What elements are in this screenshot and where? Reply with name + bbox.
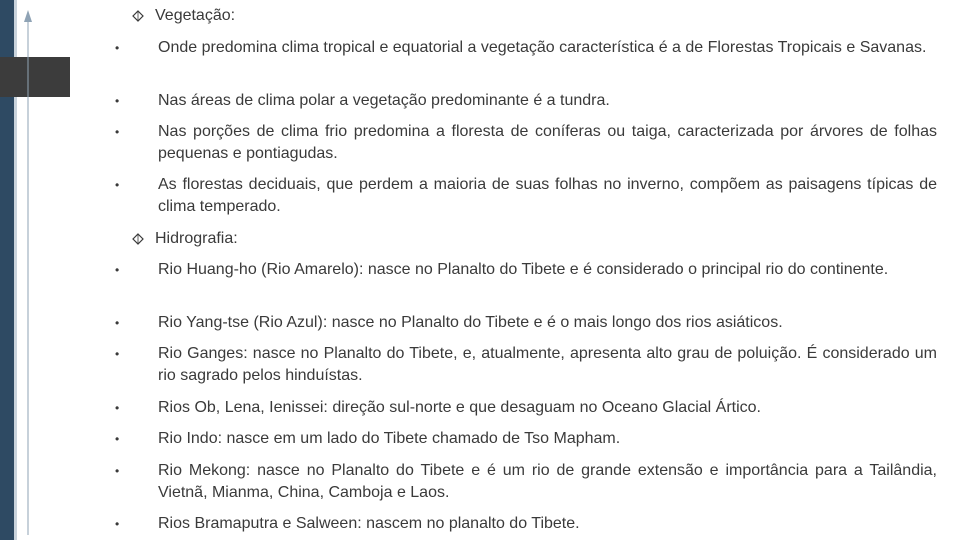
list-item-text: As florestas deciduais, que perdem a maioria de suas folhas no inverno, compõem as paisagens típicas de clima temperado.: [158, 176, 937, 215]
arrow-line-decoration: [22, 10, 34, 535]
bullet-dot: •: [115, 316, 120, 330]
diamond-bullet-icon: [132, 233, 144, 245]
list-item: [110, 343, 937, 387]
bullet-dot: •: [115, 432, 120, 446]
bullet-dot: •: [115, 517, 120, 531]
bullet-dot: •: [115, 94, 120, 108]
bullet-dot: •: [115, 125, 120, 139]
list-item: [110, 428, 937, 450]
section-heading-text: Vegetação:: [155, 7, 236, 24]
diamond-bullet-icon: [132, 10, 144, 22]
list-item: [110, 513, 937, 535]
section-heading-text: Hidrografia:: [155, 230, 238, 247]
list-item: [110, 312, 937, 334]
bullet-dot: •: [115, 263, 120, 277]
list-item-text: Rio Ganges: nasce no Planalto do Tibete, e, atualmente, apresenta alto grau de poluição. É considerado um rio sagrado pelos hinduístas.: [158, 345, 937, 384]
list-item: [110, 174, 937, 218]
list-item-text: Rio Yang-tse (Rio Azul): nasce no Planalto do Tibete e é o mais longo dos rios asiáticos.: [158, 314, 783, 331]
section-heading-vegetacao: [132, 6, 235, 25]
section-heading-hidrografia: [132, 229, 238, 248]
bullet-dot: •: [115, 401, 120, 415]
list-item: [110, 460, 937, 504]
bullet-dot: •: [115, 41, 120, 55]
list-item-text: Onde predomina clima tropical e equatorial a vegetação característica é a de Florestas Tropicais e Savanas.: [158, 39, 927, 56]
list-item-text: Rio Huang-ho (Rio Amarelo): nasce no Planalto do Tibete e é considerado o principal rio do continente.: [158, 261, 889, 278]
list-item: [110, 90, 937, 112]
bullet-dot: •: [115, 178, 120, 192]
bullet-dot: •: [115, 347, 120, 361]
list-item: [110, 259, 937, 281]
list-item-text: Rios Ob, Lena, Ienissei: direção sul-norte e que desaguam no Oceano Glacial Ártico.: [158, 399, 761, 416]
list-item-text: Rios Bramaputra e Salween: nascem no planalto do Tibete.: [158, 515, 580, 532]
list-item-text: Nas áreas de clima polar a vegetação predominante é a tundra.: [158, 92, 610, 109]
list-item: [110, 397, 937, 419]
bullet-dot: •: [115, 464, 120, 478]
list-item-text: Rio Indo: nasce em um lado do Tibete chamado de Tso Mapham.: [158, 430, 621, 447]
list-item: [110, 121, 937, 165]
list-item-text: Rio Mekong: nasce no Planalto do Tibete e é um rio de grande extensão e importância para a Tailândia, Vietnã, Mianma, China, Camboja e Laos.: [158, 462, 937, 501]
accent-bar: [0, 57, 70, 97]
list-item: [110, 37, 937, 59]
list-item-text: Nas porções de clima frio predomina a floresta de coníferas ou taiga, caracterizada por árvores de folhas pequenas e pontiagudas.: [158, 123, 937, 162]
